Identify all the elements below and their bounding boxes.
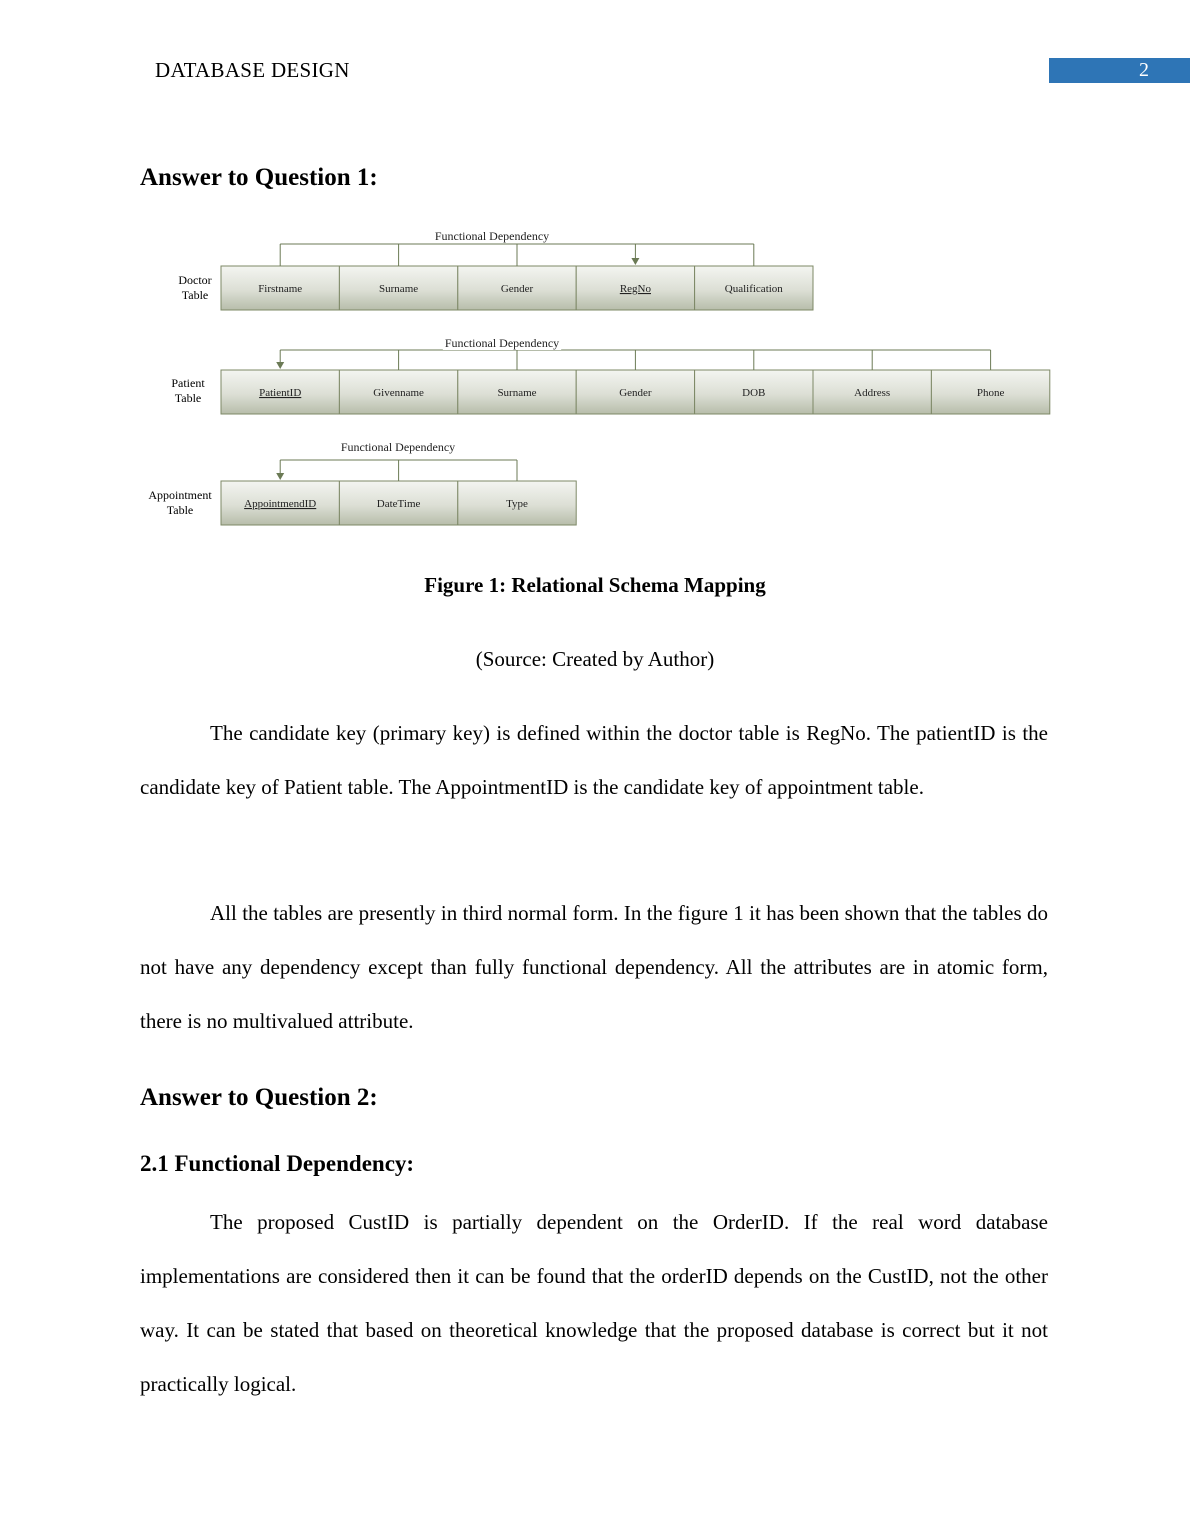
appointment-table-label-line1: Appointment — [148, 488, 212, 502]
patient-table-label-line2: Table — [174, 391, 202, 405]
doctor-field-label: Gender — [500, 283, 534, 295]
doctor-field-label: Qualification — [724, 283, 783, 295]
appointment-fd-label: Functional Dependency — [340, 440, 456, 454]
paragraph-candidate-keys: The candidate key (primary key) is defined within the doctor table is RegNo. The patientID is the candidate key of Patient table. The AppointmentID is the candidate key of appointment table. — [140, 721, 1048, 799]
doctor-table-schema — [178, 229, 813, 310]
appointment-field-label: AppointmendID — [244, 498, 317, 510]
patient-field-label: Phone — [976, 387, 1005, 399]
patient-field-label: Givenname — [373, 387, 424, 399]
patient-field-label: Gender — [619, 387, 652, 399]
section-2-heading: Answer to Question 2: — [140, 1084, 378, 1111]
appointment-field-label: Type — [506, 498, 528, 510]
figure-source: (Source: Created by Author) — [475, 647, 715, 671]
page-number: 2 — [1049, 58, 1190, 83]
doctor-fd-label: Functional Dependency — [434, 229, 550, 243]
patient-field-label: Address — [854, 387, 891, 399]
running-header: DATABASE DESIGN — [155, 58, 350, 82]
doctor-fd-arrowhead — [631, 258, 639, 265]
patient-fd-label: Functional Dependency — [444, 336, 560, 350]
doctor-table-label-line2: Table — [181, 288, 209, 302]
doctor-field-label: RegNo — [619, 283, 651, 295]
figure-caption: Figure 1: Relational Schema Mapping — [424, 573, 766, 597]
section-1-heading: Answer to Question 1: — [140, 164, 378, 191]
relational-schema-diagram — [0, 0, 1190, 560]
patient-table-schema — [171, 336, 1049, 414]
appointment-field-label: DateTime — [376, 498, 421, 510]
patient-table-label-line1: Patient — [171, 376, 205, 390]
subsection-functional-dependency: 2.1 Functional Dependency: — [140, 1151, 415, 1176]
appointment-fd-arrowhead — [276, 473, 284, 480]
doctor-field-label: Surname — [379, 283, 419, 295]
patient-field-label: Surname — [497, 387, 537, 399]
appointment-table-schema — [148, 440, 576, 525]
patient-field-label: PatientID — [259, 387, 302, 399]
doctor-field-label: Firstname — [258, 283, 303, 295]
paragraph-custid: The proposed CustID is partially dependent on the OrderID. If the real word database implementations are considered then it can be found that the orderID depends on the CustID, not the other way. It can be stated that based on theoretical knowledge that the proposed database is correct but it not practically logical. — [140, 1210, 1048, 1396]
paragraph-normal-form: All the tables are presently in third normal form. In the figure 1 it has been shown that the tables do not have any dependency except than fully functional dependency. All the attributes are in atomic form, there is no multivalued attribute. — [140, 901, 1048, 1033]
patient-fd-arrowhead — [276, 362, 284, 369]
doctor-table-label-line1: Doctor — [178, 273, 212, 287]
appointment-table-label-line2: Table — [166, 503, 194, 517]
patient-field-label: DOB — [742, 387, 766, 399]
